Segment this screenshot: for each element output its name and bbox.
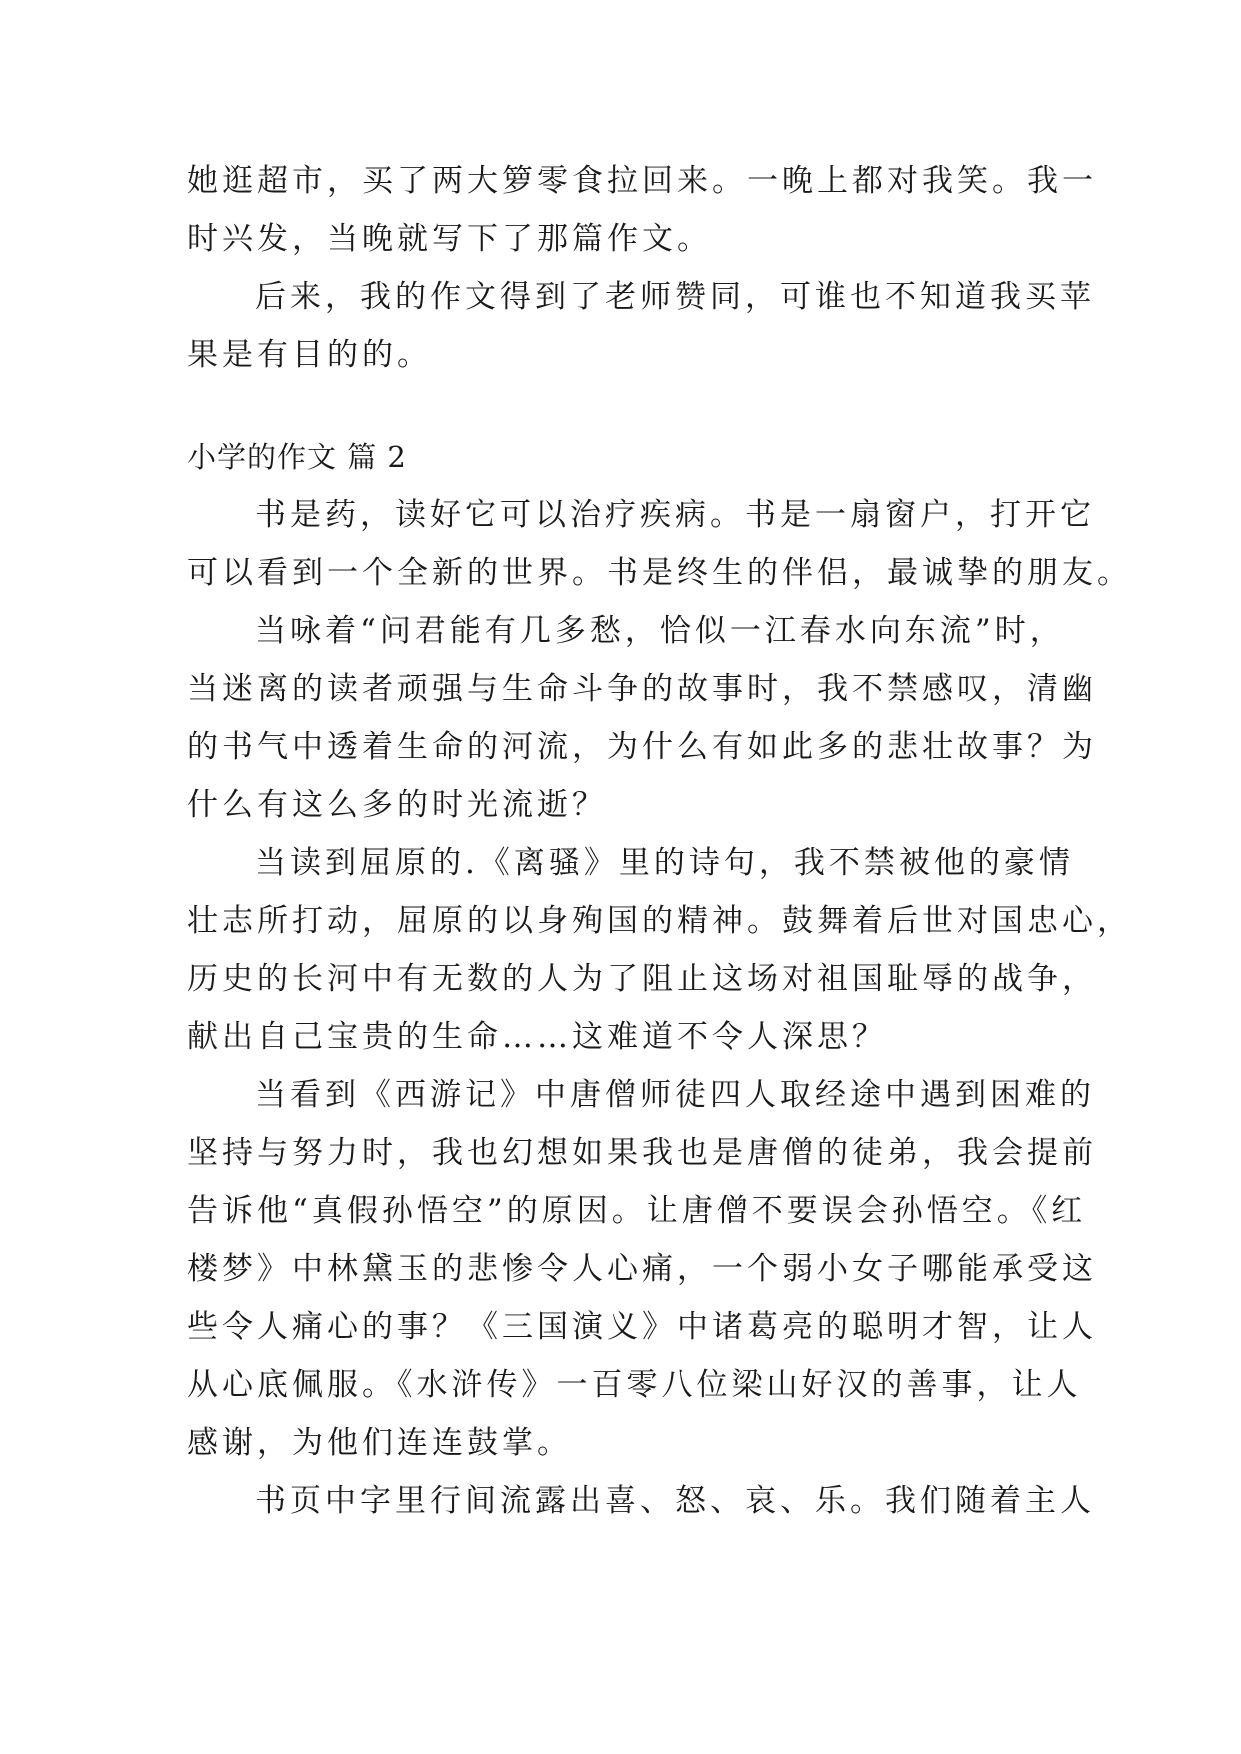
text-line: 果是有目的的。 [187, 337, 432, 373]
text-line: 楼梦》中林黛玉的悲惨令人心痛，一个弱小女子哪能承受这 [187, 1251, 1097, 1287]
text-line: 当看到《西游记》中唐僧师徒四人取经途中遇到困难的 [255, 1077, 1095, 1113]
text-line: 些令人痛心的事？《三国演义》中诸葛亮的聪明才智，让人 [187, 1309, 1097, 1345]
text-line: 可以看到一个全新的世界。书是终生的伴侣，最诚挚的朋友。 [187, 555, 1132, 591]
text-line: 她逛超市，买了两大箩零食拉回来。一晚上都对我笑。我一 [187, 163, 1097, 199]
text-line: 感谢，为他们连连鼓掌。 [187, 1425, 572, 1461]
text-line: 壮志所打动，屈原的以身殉国的精神。鼓舞着后世对国忠心， [187, 903, 1132, 939]
text-line: 的书气中透着生命的河流，为什么有如此多的悲壮故事？为 [187, 729, 1097, 765]
document-page [187, 152, 1132, 1530]
text-line: 当咏着“问君能有几多愁，恰似一江春水向东流”时， [255, 613, 1065, 649]
text-line: 书是药，读好它可以治疗疾病。书是一扇窗户，打开它 [255, 497, 1095, 533]
text-line: 后来，我的作文得到了老师赞同，可谁也不知道我买苹 [255, 279, 1095, 315]
text-line: 坚持与努力时，我也幻想如果我也是唐僧的徒弟，我会提前 [187, 1135, 1097, 1171]
section-heading: 小学的作文 篇 2 [187, 440, 407, 474]
text-line: 书页中字里行间流露出喜、怒、哀、乐。我们随着主人 [255, 1483, 1095, 1519]
text-line: 历史的长河中有无数的人为了阻止这场对祖国耻辱的战争， [187, 961, 1097, 997]
text-line: 当迷离的读者顽强与生命斗争的故事时，我不禁感叹，清幽 [187, 671, 1097, 707]
text-line: 什么有这么多的时光流逝？ [187, 787, 607, 823]
text-line: 当读到屈原的.《离骚》里的诗句，我不禁被他的豪情 [255, 845, 1074, 881]
text-line: 时兴发，当晚就写下了那篇作文。 [187, 221, 712, 257]
text-line: 从心底佩服。《水浒传》一百零八位梁山好汉的善事，让人 [187, 1367, 1082, 1403]
text-line: 献出自己宝贵的生命……这难道不令人深思？ [187, 1019, 887, 1055]
text-line: 告诉他“真假孙悟空”的原因。让唐僧不要误会孙悟空。《红 [187, 1193, 1087, 1229]
section-gap [187, 384, 1057, 428]
